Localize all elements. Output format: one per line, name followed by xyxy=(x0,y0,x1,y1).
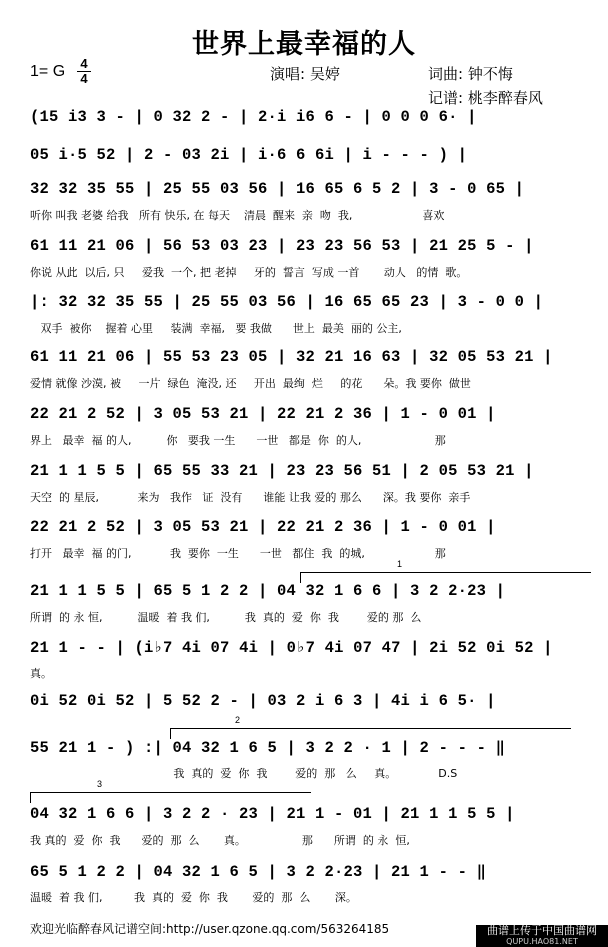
volta-label: 2 xyxy=(235,715,241,725)
lyric-row: 双手 被你 握着 心里 装满 幸福, 要 我做 世上 最美 丽的 公主, xyxy=(30,322,402,335)
key-signature: 1= G xyxy=(30,63,66,80)
watermark-line1: 曲谱上传于中国曲谱网 xyxy=(487,924,597,937)
notation-row: 61 11 21 06 | 55 53 23 05 | 32 21 16 63 | 32 05 53 21 | xyxy=(30,348,553,366)
notation-row: 0i 52 0i 52 | 5 52 2 - | 03 2 i 6 3 | 4i i 6 5· | xyxy=(30,692,496,710)
notation-row: 22 21 2 52 | 3 05 53 21 | 22 21 2 36 | 1 - 0 01 | xyxy=(30,518,496,536)
singer-credit: 演唱: 吴婷 xyxy=(270,65,340,83)
lyric-row: 所谓 的 永 恒, 温暖 着 我 们, 我 真的 爱 你 我 爱的 那 么 xyxy=(30,611,422,624)
notation-row: |: 32 32 35 55 | 25 55 03 56 | 16 65 65 23 | 3 - 0 0 | xyxy=(30,293,544,311)
transcriber-credit: 记谱: 桃李醉春风 xyxy=(428,89,543,107)
time-signature-top: 4 xyxy=(80,56,88,71)
song-title: 世界上最幸福的人 xyxy=(192,29,416,60)
notation-row: 61 11 21 06 | 56 53 03 23 | 23 23 56 53 | 21 25 5 - | xyxy=(30,237,534,255)
lyric-row: 真。 xyxy=(30,667,52,680)
lyric-row: 爱情 就像 沙漠, 被 一片 绿色 淹没, 还 开出 最绚 烂 的花 朵。我 要你 做世 xyxy=(30,377,471,390)
time-signature xyxy=(77,58,91,85)
lyric-row: 天空 的 星辰, 来为 我作 证 没有 谁能 让我 爱的 那么 深。我 要你 亲手 xyxy=(30,491,471,504)
watermark-stamp xyxy=(476,925,608,947)
volta-bracket-3 xyxy=(30,779,311,803)
notation-row: 55 21 1 - ) :| 04 32 1 6 5 | 3 2 2 · 1 | 2 - - - ‖ xyxy=(30,739,506,757)
notation-row: 22 21 2 52 | 3 05 53 21 | 22 21 2 36 | 1 - 0 01 | xyxy=(30,405,496,423)
notation-row: 65 5 1 2 2 | 04 32 1 6 5 | 3 2 2·23 | 21 1 - - ‖ xyxy=(30,863,487,881)
lyric-row: 打开 最幸 福 的门, 我 要你 一生 一世 都住 我 的城, 那 xyxy=(30,547,446,560)
lyric-row: 我 真的 爱 你 我 爱的 那 么 真。 D.S xyxy=(30,767,458,780)
notation-row: 21 1 1 5 5 | 65 5 1 2 2 | 04 32 1 6 6 | 3 2 2·23 | xyxy=(30,582,506,600)
notation-row: 04 32 1 6 6 | 3 2 2 · 23 | 21 1 - 01 | 21 1 1 5 5 | xyxy=(30,805,515,823)
lyric-row: 温暖 着 我 们, 我 真的 爱 你 我 爱的 那 么 深。 xyxy=(30,891,357,904)
notation-row: (15 i3 3 - | 0 32 2 - | 2·i i6 6 - | 0 0 0 6· | xyxy=(30,108,477,126)
volta-label: 1 xyxy=(397,559,403,569)
lyric-row: 我 真的 爱 你 我 爱的 那 么 真。 那 所谓 的 永 恒, xyxy=(30,834,410,847)
notation-row: 21 1 1 5 5 | 65 55 33 21 | 23 23 56 51 | 2 05 53 21 | xyxy=(30,462,534,480)
lyric-row: 听你 叫我 老婆 给我 所有 快乐, 在 每天 清晨 醒来 亲 吻 我, 喜欢 xyxy=(30,209,445,222)
lyric-row: 界上 最幸 福 的人, 你 要我 一生 一世 都是 你 的人, 那 xyxy=(30,434,446,447)
notation-row: 05 i·5 52 | 2 - 03 2i | i·6 6 6i | i - - - ) | xyxy=(30,146,468,164)
footer-url: 欢迎光临醉春风记谱空间:http://user.qzone.qq.com/563264185 xyxy=(30,922,390,936)
watermark-line2: QUPU.HAO81.NET xyxy=(506,937,578,946)
lyricist-credit: 词曲: 钟不悔 xyxy=(428,65,513,83)
notation-row: 32 32 35 55 | 25 55 03 56 | 16 65 6 5 2 | 3 - 0 65 | xyxy=(30,180,525,198)
lyric-row: 你说 从此 以后, 只 爱我 一个, 把 老掉 牙的 誓言 写成 一首 动人 的情 歌。 xyxy=(30,266,468,279)
notation-row: 21 1 - - | (i♭7 4i 07 4i | 0♭7 4i 07 47 | 2i 52 0i 52 | xyxy=(30,639,553,657)
time-signature-bottom: 4 xyxy=(80,71,88,86)
volta-label: 3 xyxy=(97,779,103,789)
